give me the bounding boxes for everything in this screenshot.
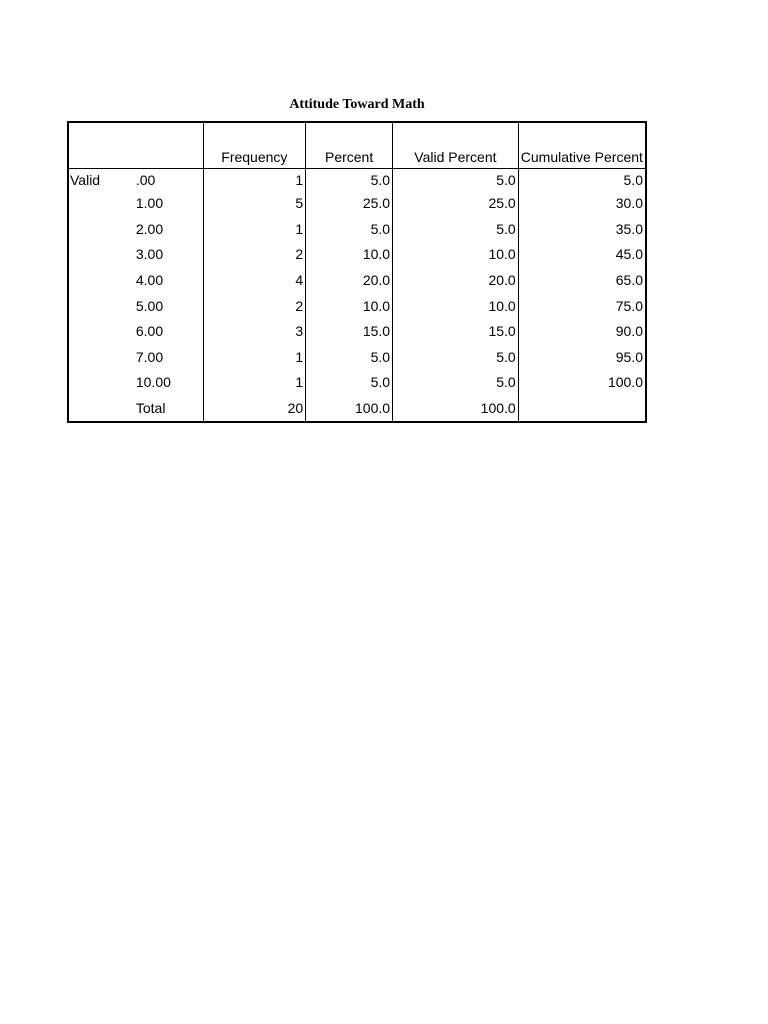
table-row (68, 191, 646, 217)
row-value: 2.00 (135, 220, 164, 237)
row-cumulative-percent: 90.0 (518, 319, 646, 345)
group-label-empty (68, 217, 132, 243)
row-percent: 5.0 (306, 217, 393, 243)
row-percent: 5.0 (306, 169, 393, 192)
table-title: Attitude Toward Math (289, 97, 425, 112)
row-valid-percent: 15.0 (393, 319, 519, 345)
row-cumulative-percent (518, 396, 646, 423)
row-value: 10.00 (135, 374, 171, 391)
table-row-total (68, 396, 646, 423)
group-label-empty (68, 396, 132, 423)
row-value: Total (135, 400, 166, 417)
row-cumulative-percent: 95.0 (518, 345, 646, 371)
row-cumulative-percent: 5.0 (518, 169, 646, 192)
row-value: 5.00 (135, 297, 164, 314)
row-cumulative-percent: 30.0 (518, 191, 646, 217)
row-cumulative-percent: 75.0 (518, 293, 646, 319)
row-percent: 5.0 (306, 370, 393, 396)
group-label-empty (68, 345, 132, 371)
row-valid-percent: 25.0 (393, 191, 519, 217)
row-percent: 100.0 (306, 396, 393, 423)
group-label-empty (68, 191, 132, 217)
row-valid-percent: 5.0 (393, 370, 519, 396)
table-row (68, 345, 646, 371)
row-value: 7.00 (135, 348, 164, 365)
row-cumulative-percent: 100.0 (518, 370, 646, 396)
row-valid-percent: 5.0 (393, 217, 519, 243)
group-label-empty (68, 242, 132, 268)
row-value: .00 (135, 172, 156, 188)
row-percent: 10.0 (306, 293, 393, 319)
row-frequency: 2 (203, 242, 306, 268)
row-cumulative-percent: 65.0 (518, 268, 646, 294)
table-row (68, 268, 646, 294)
row-frequency: 20 (203, 396, 306, 423)
frequency-table (67, 121, 647, 423)
row-frequency: 1 (203, 345, 306, 371)
group-label-empty (68, 268, 132, 294)
table-row (68, 217, 646, 243)
row-frequency: 1 (203, 217, 306, 243)
row-frequency: 3 (203, 319, 306, 345)
table-row (68, 242, 646, 268)
row-valid-percent: 100.0 (393, 396, 519, 423)
group-label: Valid (70, 172, 101, 188)
header-row (68, 122, 646, 169)
table-row (68, 293, 646, 319)
header-frequency: Frequency (203, 122, 306, 169)
row-percent: 15.0 (306, 319, 393, 345)
row-cumulative-percent: 45.0 (518, 242, 646, 268)
row-percent: 25.0 (306, 191, 393, 217)
row-valid-percent: 5.0 (393, 169, 519, 192)
row-frequency: 1 (203, 370, 306, 396)
row-value: 3.00 (135, 246, 164, 263)
row-frequency: 5 (203, 191, 306, 217)
group-label-empty (68, 319, 132, 345)
group-label-empty (68, 293, 132, 319)
row-frequency: 4 (203, 268, 306, 294)
row-valid-percent: 20.0 (393, 268, 519, 294)
row-value: 1.00 (135, 195, 164, 212)
row-valid-percent: 10.0 (393, 293, 519, 319)
row-valid-percent: 5.0 (393, 345, 519, 371)
row-percent: 5.0 (306, 345, 393, 371)
row-frequency: 1 (203, 169, 306, 192)
table-row (68, 370, 646, 396)
table-row (68, 169, 646, 192)
row-value: 4.00 (135, 272, 164, 289)
group-label-empty (68, 370, 132, 396)
header-blank-category (68, 122, 132, 169)
header-blank-value (132, 122, 203, 169)
header-valid-percent: Valid Percent (393, 122, 519, 169)
row-cumulative-percent: 35.0 (518, 217, 646, 243)
header-cumulative-percent: Cumulative Percent (518, 122, 646, 169)
row-percent: 20.0 (306, 268, 393, 294)
table-row (68, 319, 646, 345)
header-percent: Percent (306, 122, 393, 169)
row-value: 6.00 (135, 323, 164, 340)
row-percent: 10.0 (306, 242, 393, 268)
row-valid-percent: 10.0 (393, 242, 519, 268)
row-frequency: 2 (203, 293, 306, 319)
